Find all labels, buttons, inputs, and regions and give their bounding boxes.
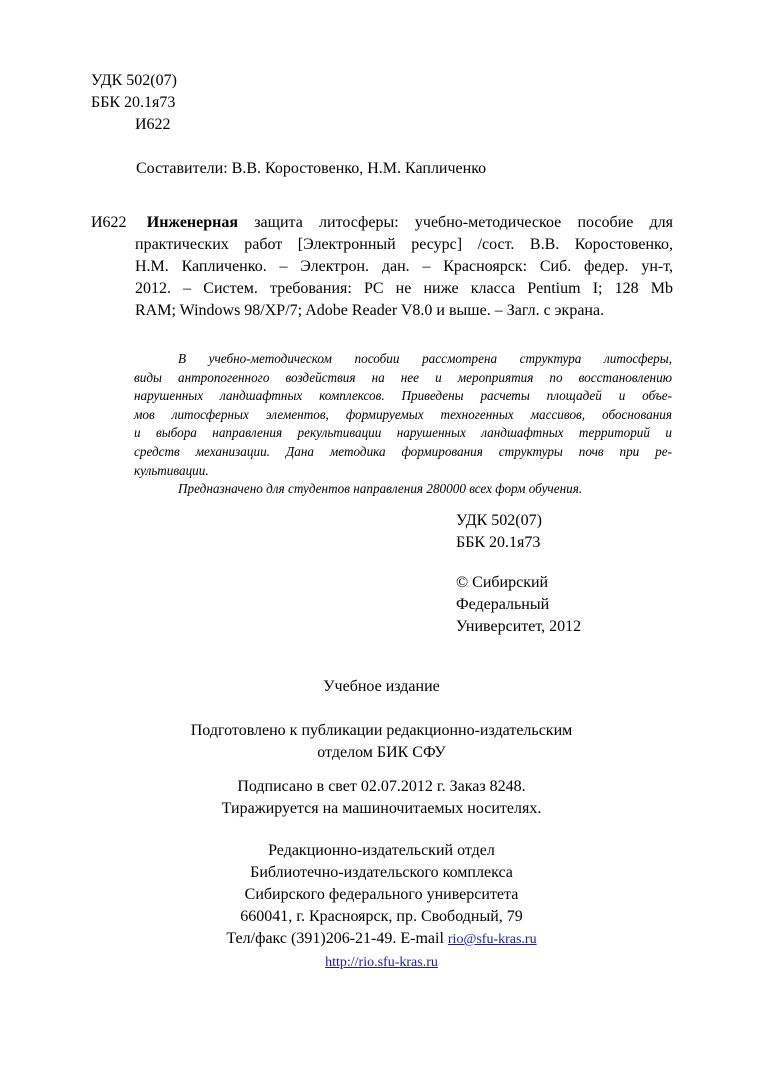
- bbk-code-right: ББК 20.1я73: [456, 534, 541, 551]
- contact-prefix: Тел/факс (391)206-21-49. E-mail: [226, 930, 444, 947]
- biblio-line-3: Н.М. Капличенко. – Электрон. дан. – Красноярск: Сиб. федер. ун-т,: [135, 258, 673, 275]
- annotation-paragraph: [134, 350, 672, 480]
- signed-line: Тиражируется на машиночитаемых носителях.: [221, 800, 542, 817]
- annotation-line: виды антропогенного воздействия на нее и мероприятия по восстановлению: [134, 369, 672, 385]
- email-link[interactable]: rio@sfu-kras.ru: [447, 932, 537, 947]
- prepared-block: [0, 720, 763, 764]
- annotation-purpose: Предназначено для студентов направления 280000 всех форм обучения.: [178, 481, 583, 497]
- udk-code-right: УДК 502(07): [456, 512, 542, 529]
- annotation: [134, 350, 672, 499]
- publisher-line: Сибирского федерального университета: [244, 886, 519, 903]
- annotation-line: и выбора направления рекультивации нарушенных ландшафтных территорий и: [134, 425, 672, 441]
- signed-block: [0, 776, 763, 820]
- bibliographic-record: [91, 212, 673, 322]
- author-sign: И622: [135, 116, 171, 133]
- biblio-line-1: [91, 212, 673, 234]
- biblio-line-2: практических работ [Электронный ресурс] /сост. В.В. Коростовенко,: [135, 236, 673, 253]
- website-line: [0, 951, 763, 974]
- copyright-line: Университет, 2012: [456, 618, 582, 635]
- biblio-title-bold: Инженерная: [146, 214, 239, 231]
- publisher-line: Библиотечно-издательского комплекса: [250, 864, 513, 881]
- publisher-line: Редакционно-издательский отдел: [268, 842, 495, 859]
- udk-top-block: [91, 70, 177, 136]
- annotation-line: средств механизации. Дана методика формирования структуры почв при ре-: [134, 443, 672, 459]
- udk-right-block: [456, 510, 542, 554]
- biblio-line-5: RAM; Windows 98/XP/7; Adobe Reader V8.0 и выше. – Загл. с экрана.: [135, 302, 605, 319]
- copyright-line: Федеральный: [456, 596, 550, 613]
- biblio-code: И622: [91, 214, 127, 231]
- prepared-line: отделом БИК СФУ: [317, 744, 446, 761]
- bbk-code: ББК 20.1я73: [91, 94, 176, 111]
- biblio-line-1-text: защита литосферы: учебно-методическое пособие для: [254, 214, 673, 231]
- edition-type: Учебное издание: [323, 678, 440, 695]
- annotation-line: мов литосферных элементов, формируемых техногенных массивов, обоснования: [134, 406, 672, 422]
- compilers-line: Составители: В.В. Коростовенко, Н.М. Капличенко: [136, 160, 487, 177]
- annotation-line: В учебно-методическом пособии рассмотрена структура литосферы,: [178, 351, 672, 366]
- annotation-line: нарушенных ландшафтных комплексов. Приведены расчеты площадей и объе-: [134, 388, 672, 404]
- udk-code: УДК 502(07): [91, 72, 177, 89]
- website-link[interactable]: http://rio.sfu-kras.ru: [325, 955, 438, 970]
- copyright-line: © Сибирский: [456, 574, 549, 591]
- annotation-line: культивации.: [134, 462, 209, 478]
- prepared-line: Подготовлено к публикации редакционно-издательским: [190, 722, 573, 739]
- contact-line: [0, 928, 763, 951]
- signed-line: Подписано в свет 02.07.2012 г. Заказ 8248.: [237, 778, 526, 795]
- publisher-line: 660041, г. Красноярск, пр. Свободный, 79: [240, 908, 523, 925]
- publisher-block: [0, 840, 763, 974]
- copyright-block: [456, 572, 581, 638]
- biblio-line-4: 2012. – Систем. требования: PC не ниже класса Pentium I; 128 Mb: [135, 280, 673, 297]
